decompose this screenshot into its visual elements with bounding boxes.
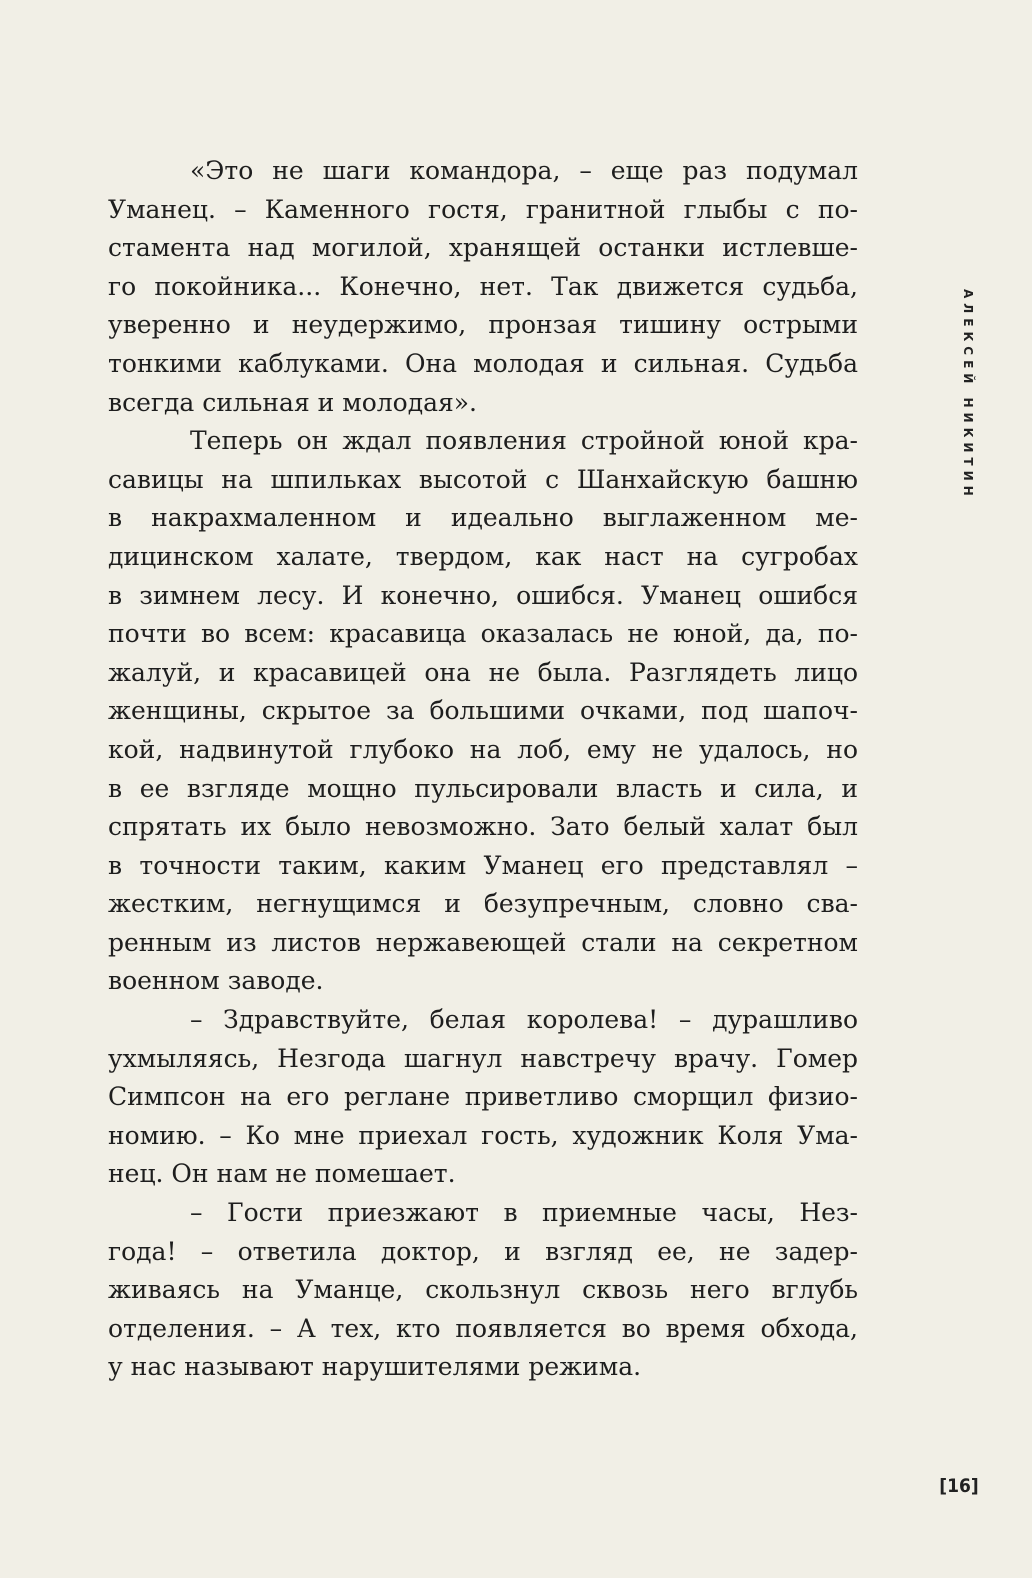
text-line: отделения. – А тех, кто появляется во время обхода,: [108, 1313, 858, 1343]
text-line: го покойника... Конечно, нет. Так движется судьба,: [108, 271, 858, 301]
text-line: в точности таким, каким Уманец его представлял –: [108, 850, 858, 880]
text-line: женщины, скрытое за большими очками, под шапоч-: [108, 696, 858, 726]
page-number: [16]: [939, 1475, 979, 1497]
text-line: Теперь он ждал появления стройной юной кра-: [190, 426, 858, 456]
text-line: кой, надвинутой глубоко на лоб, ему не удалось, но: [108, 734, 858, 764]
text-line: года! – ответила доктор, и взгляд ее, не задер-: [108, 1236, 858, 1266]
text-line: в накрахмаленном и идеально выглаженном ме-: [108, 503, 858, 533]
body-text: [108, 152, 858, 1387]
author-name: АЛЕКСЕЙ НИКИТИН: [961, 288, 975, 501]
text-line: у нас называют нарушителями режима.: [108, 1352, 642, 1382]
text-line: живаясь на Уманце, скользнул сквозь него вглубь: [108, 1275, 858, 1305]
text-line: нец. Он нам не помешает.: [108, 1159, 456, 1189]
text-line: военном заводе.: [108, 966, 324, 996]
text-line: – Гости приезжают в приемные часы, Нез-: [190, 1198, 858, 1228]
text-line: в зимнем лесу. И конечно, ошибся. Уманец ошибся: [108, 580, 858, 610]
text-line: всегда сильная и молодая».: [108, 387, 478, 417]
text-line: ухмыляясь, Незгода шагнул навстречу врачу. Гомер: [108, 1043, 858, 1073]
text-line: «Это не шаги командора, – еще раз подумал: [190, 156, 858, 185]
text-line: спрятать их было невозможно. Зато белый халат был: [108, 812, 858, 842]
text-line: жалуй, и красавицей она не была. Разглядеть лицо: [108, 657, 858, 687]
text-line: Симпсон на его реглане приветливо сморщил физио-: [108, 1082, 858, 1112]
text-line: – Здравствуйте, белая королева! – дурашливо: [190, 1005, 858, 1035]
text-line: Уманец. – Каменного гостя, гранитной глыбы с по-: [108, 194, 858, 224]
running-head: [958, 282, 978, 507]
text-line: тонкими каблуками. Она молодая и сильная. Судьба: [108, 348, 858, 378]
text-line: уверенно и неудержимо, пронзая тишину острыми: [108, 310, 858, 340]
text-line: номию. – Ко мне приехал гость, художник Коля Ума-: [108, 1120, 858, 1150]
text-line: в ее взгляде мощно пульсировали власть и сила, и: [108, 773, 858, 803]
text-line: дицинском халате, твердом, как наст на сугробах: [108, 541, 858, 571]
text-line: савицы на шпильках высотой с Шанхайскую башню: [108, 464, 858, 494]
text-line: жестким, негнущимся и безупречным, словно сва-: [108, 889, 858, 919]
text-line: ренным из листов нержавеющей стали на секретном: [108, 927, 858, 957]
text-line: стамента над могилой, хранящей останки истлевше-: [108, 233, 858, 263]
text-line: почти во всем: красавица оказалась не юной, да, по-: [108, 619, 858, 649]
